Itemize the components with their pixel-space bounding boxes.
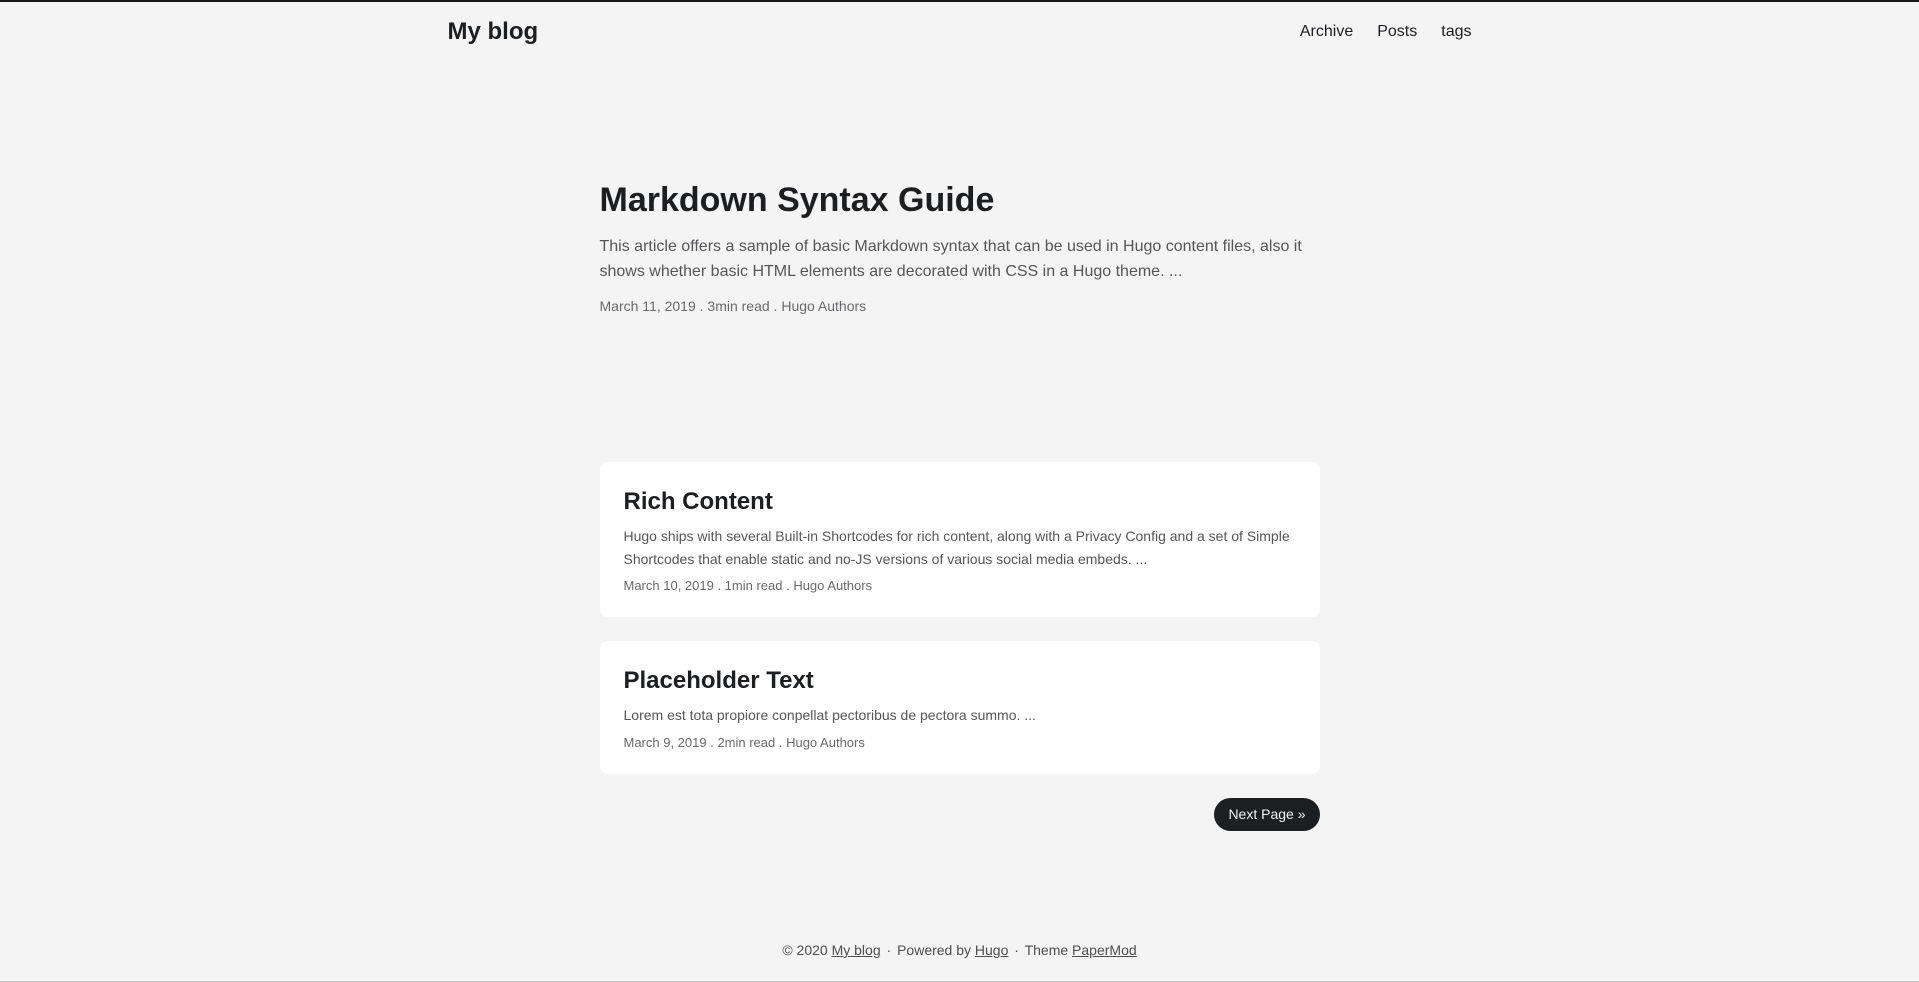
post-description: Hugo ships with several Built-in Shortcodes for rich content, along with a Privacy Config and a set of Simple Shortcodes that enable static and no-JS versions of various social media embeds. ... <box>623 528 1290 567</box>
footer-theme-label: Theme <box>1024 942 1069 958</box>
first-entry-description: This article offers a sample of basic Markdown syntax that can be used in Hugo content files, also it shows whether basic HTML elements are decorated with CSS in a Hugo theme. ... <box>599 238 1302 281</box>
footer-site-link[interactable]: My blog <box>831 942 881 958</box>
post-title: Rich Content <box>623 488 773 515</box>
footer-hugo-link[interactable]: Hugo <box>974 942 1009 958</box>
menu-item <box>1441 23 1471 41</box>
menu-item <box>1300 23 1353 41</box>
first-entry-title: Markdown Syntax Guide <box>599 180 995 219</box>
post-meta: March 9, 2019 . 2min read . Hugo Authors <box>623 734 865 750</box>
site-footer <box>0 922 1919 982</box>
post-card-placeholder-text[interactable] <box>600 641 1320 774</box>
footer-powered-by-label: Powered by <box>897 942 972 958</box>
footer-papermod-link[interactable]: PaperMod <box>1072 942 1137 958</box>
first-entry-meta: March 11, 2019 . 3min read . Hugo Authors <box>599 298 867 315</box>
nav-link-tags[interactable]: tags <box>1441 23 1472 40</box>
post-description: Lorem est tota propiore conpellat pectoribus de pectora summo. ... <box>623 707 1036 724</box>
header-nav <box>424 2 1496 62</box>
main-content <box>576 62 1344 922</box>
footer-separator: · <box>886 942 892 958</box>
footer-separator: · <box>1014 942 1019 958</box>
header-menu <box>1300 23 1472 41</box>
post-meta: March 10, 2019 . 1min read . Hugo Authors <box>623 577 873 593</box>
footer-copyright: © 2020 <box>782 942 828 958</box>
first-entry-post[interactable] <box>600 86 1320 406</box>
nav-link-archive[interactable]: Archive <box>1299 23 1354 40</box>
nav-link-posts[interactable]: Posts <box>1377 23 1418 40</box>
next-page-button[interactable]: Next Page » <box>1214 798 1319 831</box>
site-header <box>0 2 1919 62</box>
post-card-rich-content[interactable] <box>600 462 1320 617</box>
site-logo[interactable]: My blog <box>447 18 539 45</box>
menu-item <box>1377 23 1417 41</box>
pagination <box>600 798 1320 831</box>
post-title: Placeholder Text <box>623 666 814 694</box>
